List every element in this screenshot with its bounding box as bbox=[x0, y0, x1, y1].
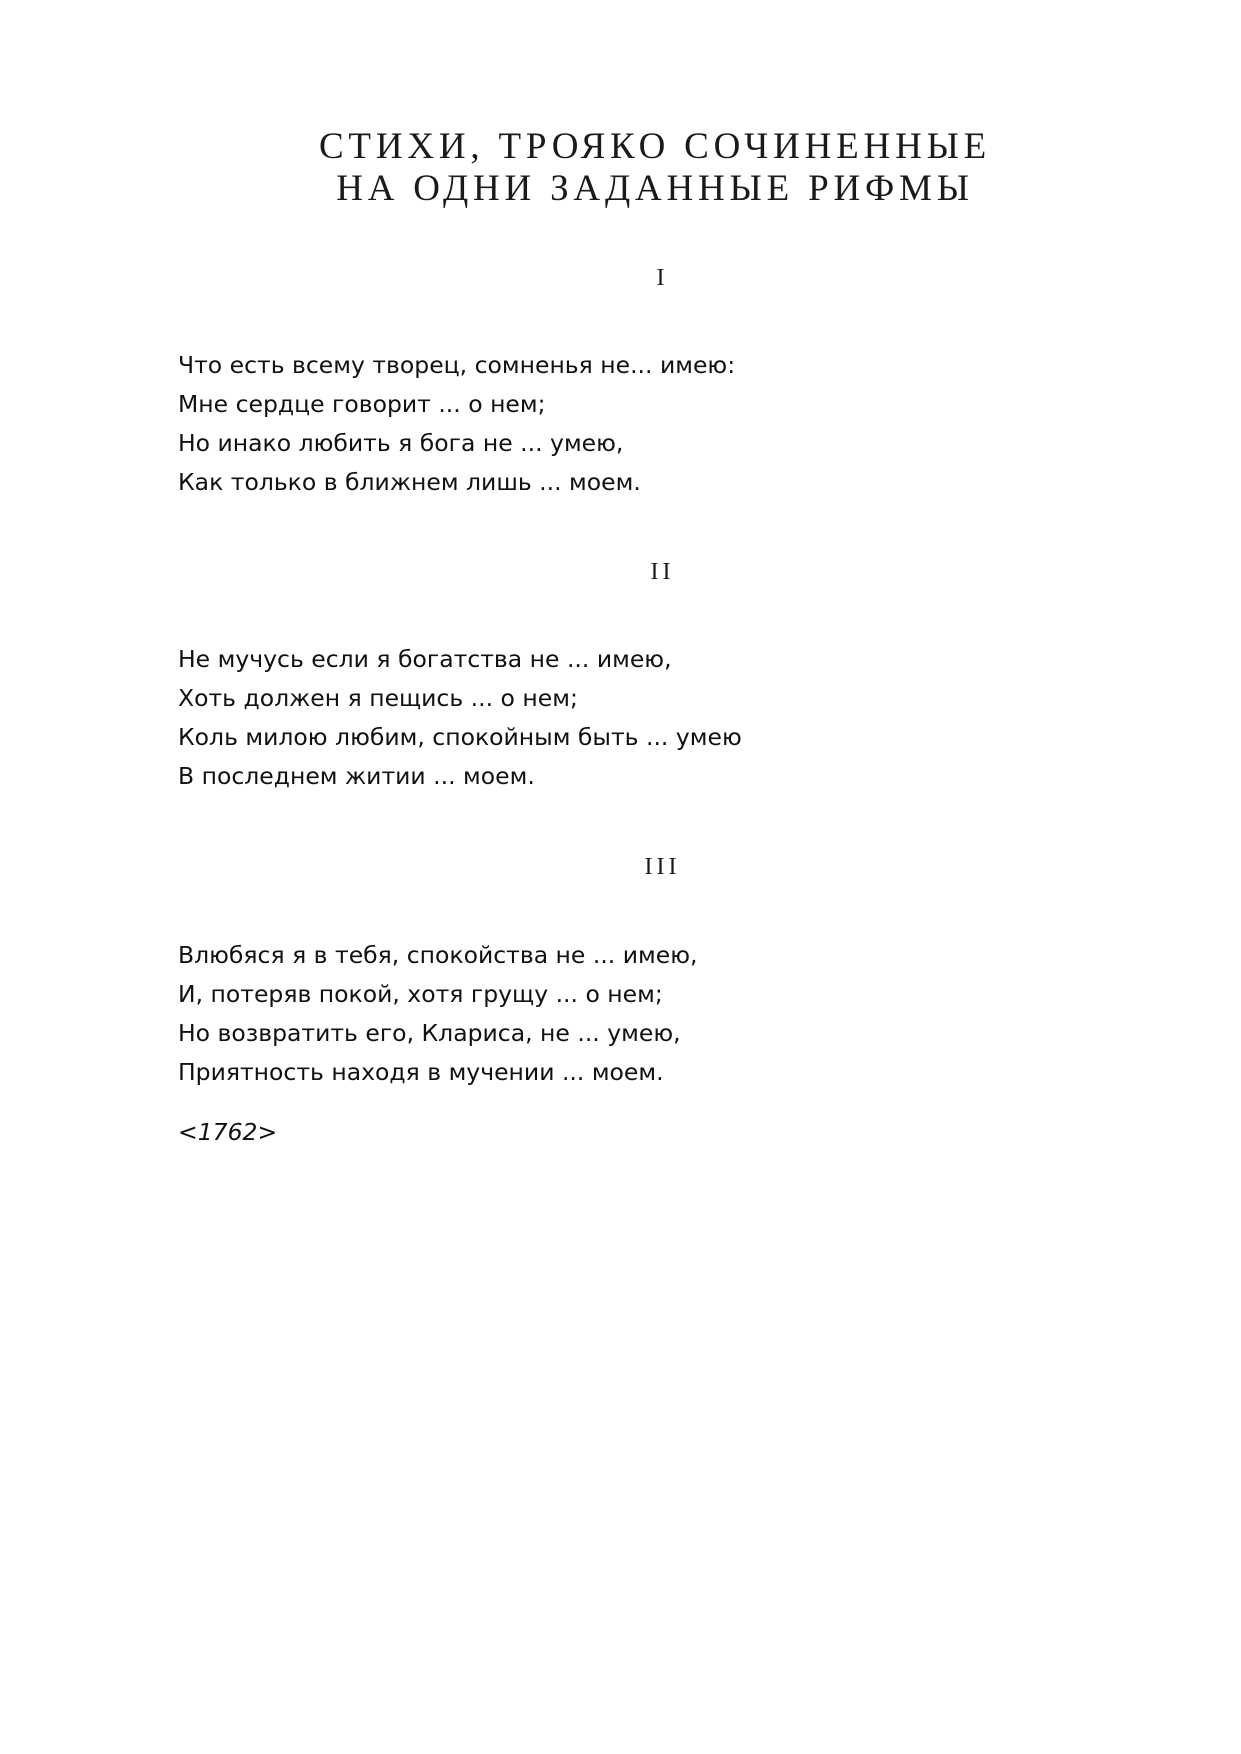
poem-3-line-4: Приятность находя в мучении ... моем. bbox=[178, 1058, 664, 1086]
poem-2-line-2: Хоть должен я пещись ... о нем; bbox=[178, 684, 578, 712]
title-line-2: НА ОДНИ ЗАДАННЫЕ РИФМЫ bbox=[336, 168, 974, 209]
poem-1-line-1: Что есть всему творец, сомненья не... имею: bbox=[178, 351, 736, 379]
poem-3-line-1: Влюбяся я в тебя, спокойства не ... имею, bbox=[178, 941, 698, 969]
poem-1-line-3: Но инако любить я бога не ... умею, bbox=[178, 429, 624, 457]
poem-2-line-1: Не мучусь если я богатства не ... имею, bbox=[178, 645, 672, 673]
poem-3-line-3: Но возвратить его, Клариса, не ... умею, bbox=[178, 1019, 681, 1047]
poem-1-line-2: Мне сердце говорит ... о нем; bbox=[178, 390, 546, 418]
poem-1-line-4: Как только в ближнем лишь ... моем. bbox=[178, 468, 641, 496]
section-numeral-3: III bbox=[644, 854, 681, 880]
section-numeral-2: II bbox=[650, 559, 675, 585]
section-numeral-1: I bbox=[656, 265, 669, 291]
poem-2-line-3: Коль милою любим, спокойным быть ... умею bbox=[178, 723, 742, 751]
poem-date: <1762> bbox=[178, 1118, 278, 1146]
poem-3-line-2: И, потеряв покой, хотя грущу ... о нем; bbox=[178, 980, 663, 1008]
title-line-1: СТИХИ, ТРОЯКО СОЧИНЕННЫЕ bbox=[318, 126, 992, 167]
poem-2-line-4: В последнем житии ... моем. bbox=[178, 762, 535, 790]
